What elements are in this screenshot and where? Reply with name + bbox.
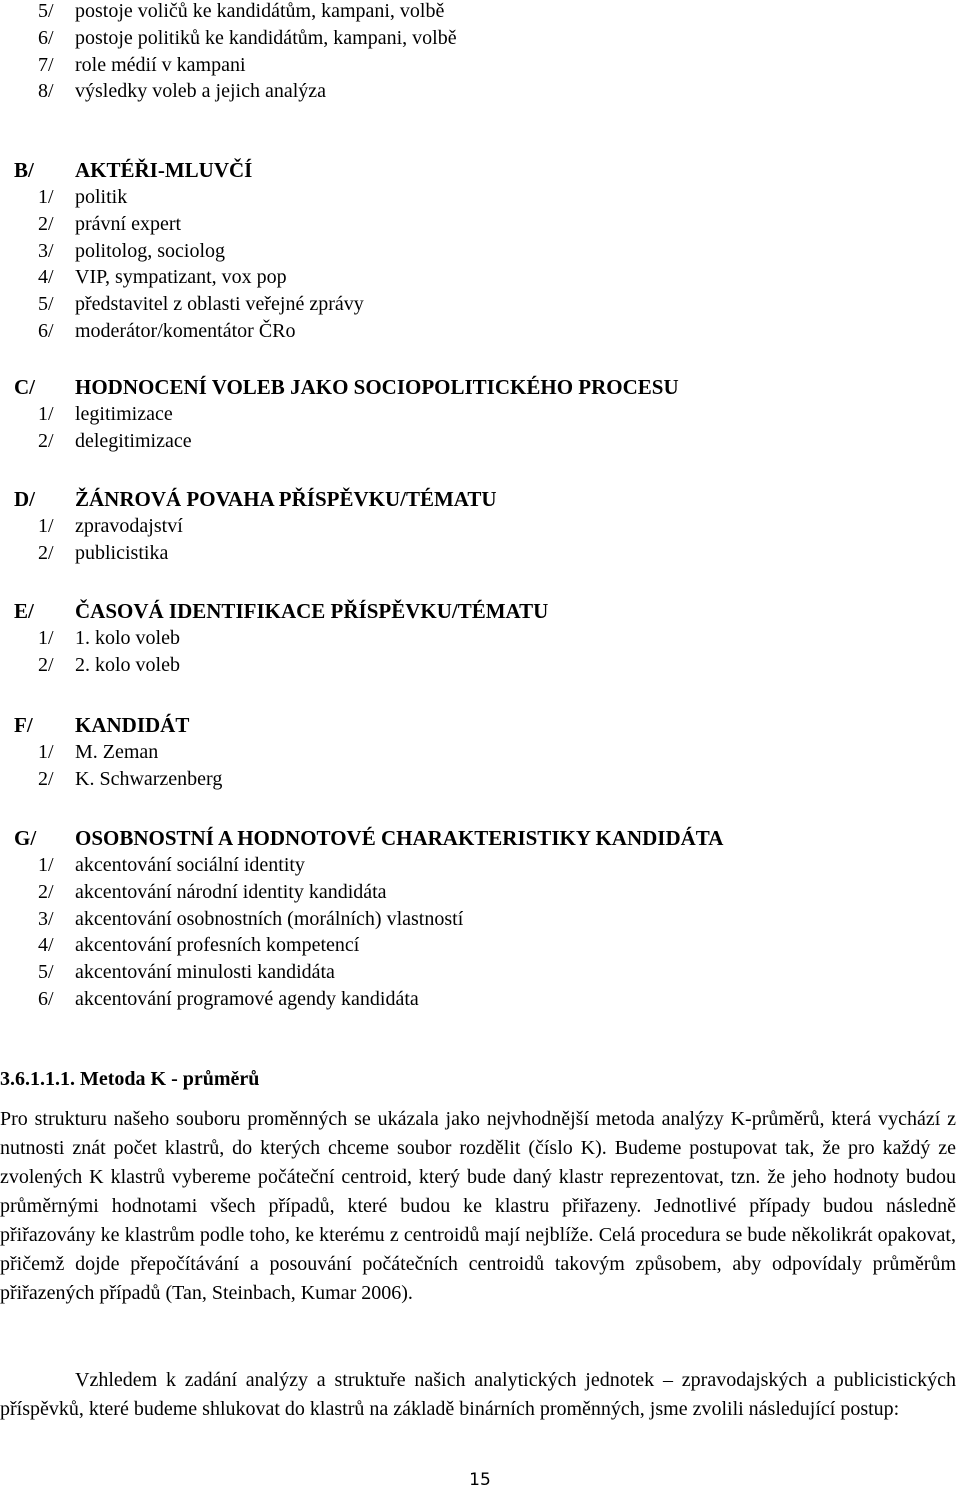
item-number: 4/ [38, 266, 54, 289]
list-item [0, 959, 960, 986]
item-number: 2/ [38, 212, 54, 235]
section-title: HODNOCENÍ VOLEB JAKO SOCIOPOLITICKÉHO PROCESU [75, 375, 679, 399]
section-letter: B/ [14, 158, 34, 182]
list-item [0, 184, 960, 211]
list-item [0, 52, 960, 79]
item-text: akcentování programové agendy kandidáta [75, 987, 419, 1010]
item-text: právní expert [75, 212, 182, 235]
item-text: zpravodajství [75, 515, 183, 537]
body-paragraph: Pro strukturu našeho souboru proměnných se ukázala jako nejvhodnější metoda analýzy K-průměrů, která vychází z nutnosti znát počet klastrů, do kterých chceme soubor rozdělit (číslo K). Budeme postupovat tak, že pro každý ze zvolených K klastrů vybereme počáteční centroid, který bude daný klastr reprezentovat, tzn. že jeho hodnoty budou průměrnými hodnotami všech případů, které budou ke klastru přiřazeny. Jednotlivé případy budou následně přiřazovány ke klastrům podle toho, ke kterému z centroidů mají nejblíže. Celá procedura se bude několikrát opakovat, přičemž dojde přepočítávání a posouvání počátečních centroidů takovým způsobem, aby odpovídaly průměrům přiřazených případů (Tan, Steinbach, Kumar 2006). [0, 1108, 956, 1304]
item-number: 2/ [38, 541, 54, 564]
item-text: představitel z oblasti veřejné zprávy [75, 293, 364, 316]
item-number: 6/ [38, 26, 54, 49]
list-item [0, 540, 960, 567]
item-text: akcentování minulosti kandidáta [75, 961, 335, 984]
item-number: 6/ [38, 987, 54, 1010]
section-title: AKTÉŘI-MLUVČÍ [75, 158, 253, 182]
subsection-heading: 3.6.1.1.1. Metoda K - průměrů [0, 1068, 260, 1090]
item-number: 2/ [38, 653, 54, 676]
section-d [0, 485, 960, 567]
item-number: 6/ [38, 319, 54, 342]
item-number: 1/ [38, 515, 54, 537]
item-number: 5/ [38, 293, 54, 316]
item-text: delegitimizace [75, 429, 192, 452]
item-number: 2/ [38, 880, 54, 903]
list-item [0, 513, 960, 540]
item-text: role médií v kampani [75, 53, 246, 76]
item-number: 1/ [38, 627, 54, 649]
section-title: KANDIDÁT [75, 713, 190, 737]
list-item [0, 428, 960, 455]
item-text: 2. kolo voleb [75, 653, 180, 676]
item-number: 2/ [38, 767, 54, 790]
item-number: 3/ [38, 907, 54, 930]
item-text: M. Zeman [75, 741, 159, 763]
section-letter: G/ [14, 826, 37, 850]
section-c [0, 373, 960, 455]
list-item [0, 25, 960, 52]
list-item [0, 986, 960, 1013]
item-text: moderátor/komentátor ČRo [75, 319, 296, 342]
list-item [0, 879, 960, 906]
section-title: ČASOVÁ IDENTIFIKACE PŘÍSPĚVKU/TÉMATU [75, 599, 549, 623]
item-text: VIP, sympatizant, vox pop [75, 266, 287, 289]
item-number: 8/ [38, 80, 54, 103]
list-item [0, 739, 960, 766]
item-text: postoje voličů ke kandidátům, kampani, volbě [75, 0, 445, 22]
list-item [0, 766, 960, 793]
list-item [0, 291, 960, 318]
item-number: 5/ [38, 961, 54, 984]
section-letter: F/ [14, 713, 33, 737]
section-f [0, 711, 960, 793]
section-e [0, 597, 960, 679]
body-paragraph: Vzhledem k zadání analýzy a struktuře našich analytických jednotek – zpravodajských a publicistických příspěvků, které budeme shlukovat do klastrů na základě binárních proměnných, jsme zvolili následující postup: [0, 1369, 956, 1420]
item-number: 5/ [38, 0, 54, 22]
item-text: akcentování sociální identity [75, 854, 305, 876]
item-text: publicistika [75, 541, 169, 564]
list-item [0, 852, 960, 879]
list-item [0, 211, 960, 238]
section-heading [0, 373, 960, 401]
list-item [0, 932, 960, 959]
list-item [0, 0, 960, 25]
section-heading [0, 711, 960, 739]
item-number: 7/ [38, 53, 54, 76]
list-item [0, 264, 960, 291]
list-item [0, 238, 960, 265]
section-letter: E/ [14, 599, 34, 623]
item-text: akcentování osobnostních (morálních) vlastností [75, 907, 464, 930]
section-title: ŽÁNROVÁ POVAHA PŘÍSPĚVKU/TÉMATU [75, 487, 497, 511]
list-item [0, 401, 960, 428]
list-item [0, 625, 960, 652]
section-b [0, 156, 960, 345]
item-text: 1. kolo voleb [75, 627, 180, 649]
section-heading [0, 597, 960, 625]
section-g [0, 824, 960, 1013]
item-text: akcentování profesních kompetencí [75, 934, 360, 957]
list-item [0, 78, 960, 105]
list-item [0, 318, 960, 345]
item-text: politolog, sociolog [75, 239, 225, 262]
item-number: 3/ [38, 239, 54, 262]
item-text: postoje politiků ke kandidátům, kampani, volbě [75, 26, 457, 49]
item-text: K. Schwarzenberg [75, 767, 223, 790]
item-text: politik [75, 186, 128, 208]
section-heading [0, 156, 960, 184]
item-number: 4/ [38, 934, 54, 957]
section-letter: C/ [14, 375, 35, 399]
item-number: 1/ [38, 854, 54, 876]
section-letter: D/ [14, 487, 35, 511]
item-number: 2/ [38, 429, 54, 452]
section-heading [0, 824, 960, 852]
section-title: OSOBNOSTNÍ A HODNOTOVÉ CHARAKTERISTIKY KANDIDÁTA [75, 826, 724, 850]
item-text: akcentování národní identity kandidáta [75, 880, 387, 903]
list-item [0, 906, 960, 933]
section-heading [0, 485, 960, 513]
page-number: 15 [469, 1470, 491, 1490]
item-number: 1/ [38, 741, 54, 763]
item-number: 1/ [38, 403, 54, 425]
item-text: legitimizace [75, 403, 173, 425]
item-text: výsledky voleb a jejich analýza [75, 80, 327, 103]
list-item [0, 652, 960, 679]
item-number: 1/ [38, 186, 54, 208]
top-list [0, 0, 960, 105]
